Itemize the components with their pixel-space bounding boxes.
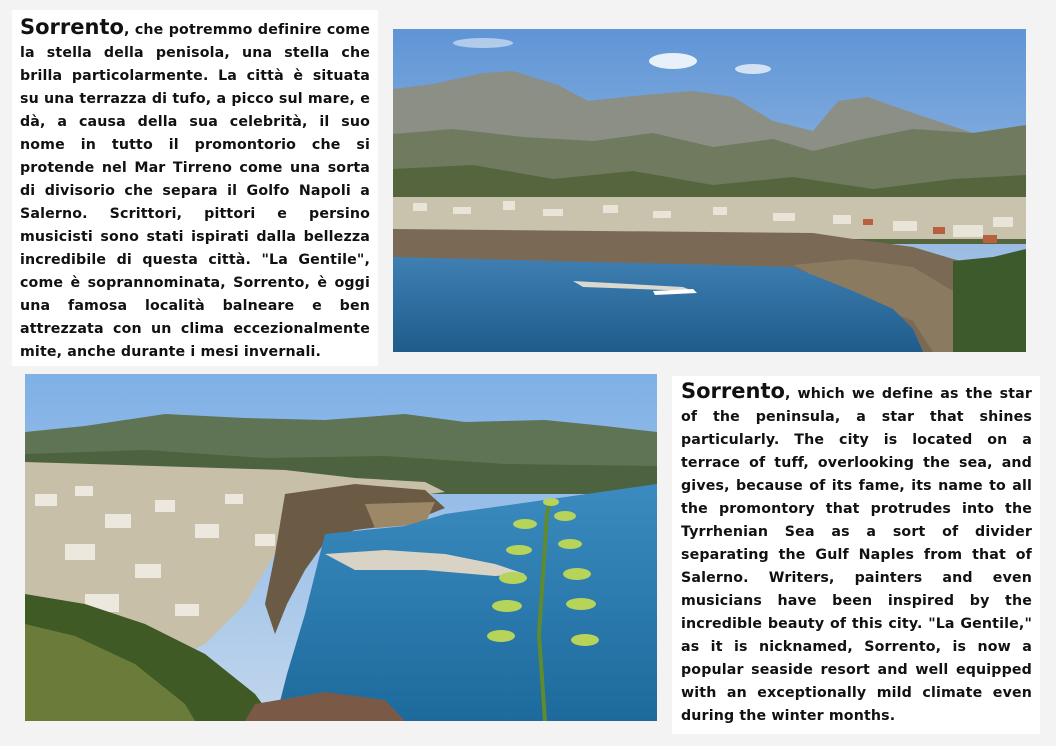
italian-lead-word: Sorrento: [20, 15, 124, 39]
sorrento-bay-illustration: [25, 374, 657, 721]
english-paragraph: [681, 380, 1032, 728]
italian-body-text: , che potremmo definire come la stella della penisola, una stella che brilla particolarmente. La città è situata su una terrazza di tufo, a picco sul mare, e dà, a causa della sua celebrità, il suo nome in tutto il promontorio che si protende nel Mar Tirreno come una sorta di divisorio che separa il Golfo Napoli a Salerno. Scrittori, pittori e persino musicisti sono stati ispirati dalla bellezza incredibile di questa città. "La Gentile", come è soprannominata, Sorrento, è oggi una famosa località balneare e ben attrezzata con un clima eccezionalmente mite, anche durante i mesi invernali.: [20, 22, 370, 360]
sorrento-coast-photo: [393, 29, 1026, 352]
sorrento-coast-illustration: [393, 29, 1026, 352]
english-body-text: , which we define as the star of the peninsula, a star that shines particularly. The city is located on a terrace of tuff, overlooking the sea, and gives, because of its fame, its name to all the promontory that protrudes into the Tyrrhenian Sea as a sort of divider separating the Gulf Naples from that of Salerno. Writers, painters and even musicians have been inspired by the incredible beauty of this city. "La Gentile," as it is nicknamed, Sorrento, is now a popular seaside resort and well equipped with an exceptionally mild climate even during the winter months.: [681, 386, 1032, 724]
sorrento-bay-photo: [25, 374, 657, 721]
english-text-card: [672, 376, 1040, 734]
italian-paragraph: [20, 16, 370, 364]
italian-text-card: [12, 10, 378, 366]
english-lead-word: Sorrento: [681, 379, 785, 403]
